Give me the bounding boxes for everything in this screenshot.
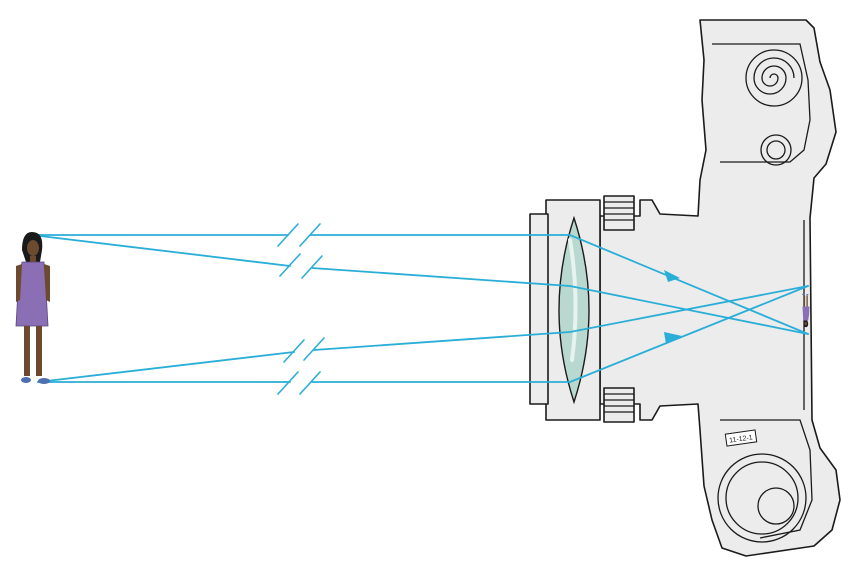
ray-3 — [38, 352, 294, 382]
person-figure-icon — [16, 232, 50, 384]
break-marks — [278, 224, 324, 394]
model-label-text: 11-12-1 — [728, 434, 754, 445]
focus-ring-bottom — [604, 388, 634, 422]
ray-2 — [32, 235, 290, 266]
focus-ring-top — [604, 196, 634, 230]
